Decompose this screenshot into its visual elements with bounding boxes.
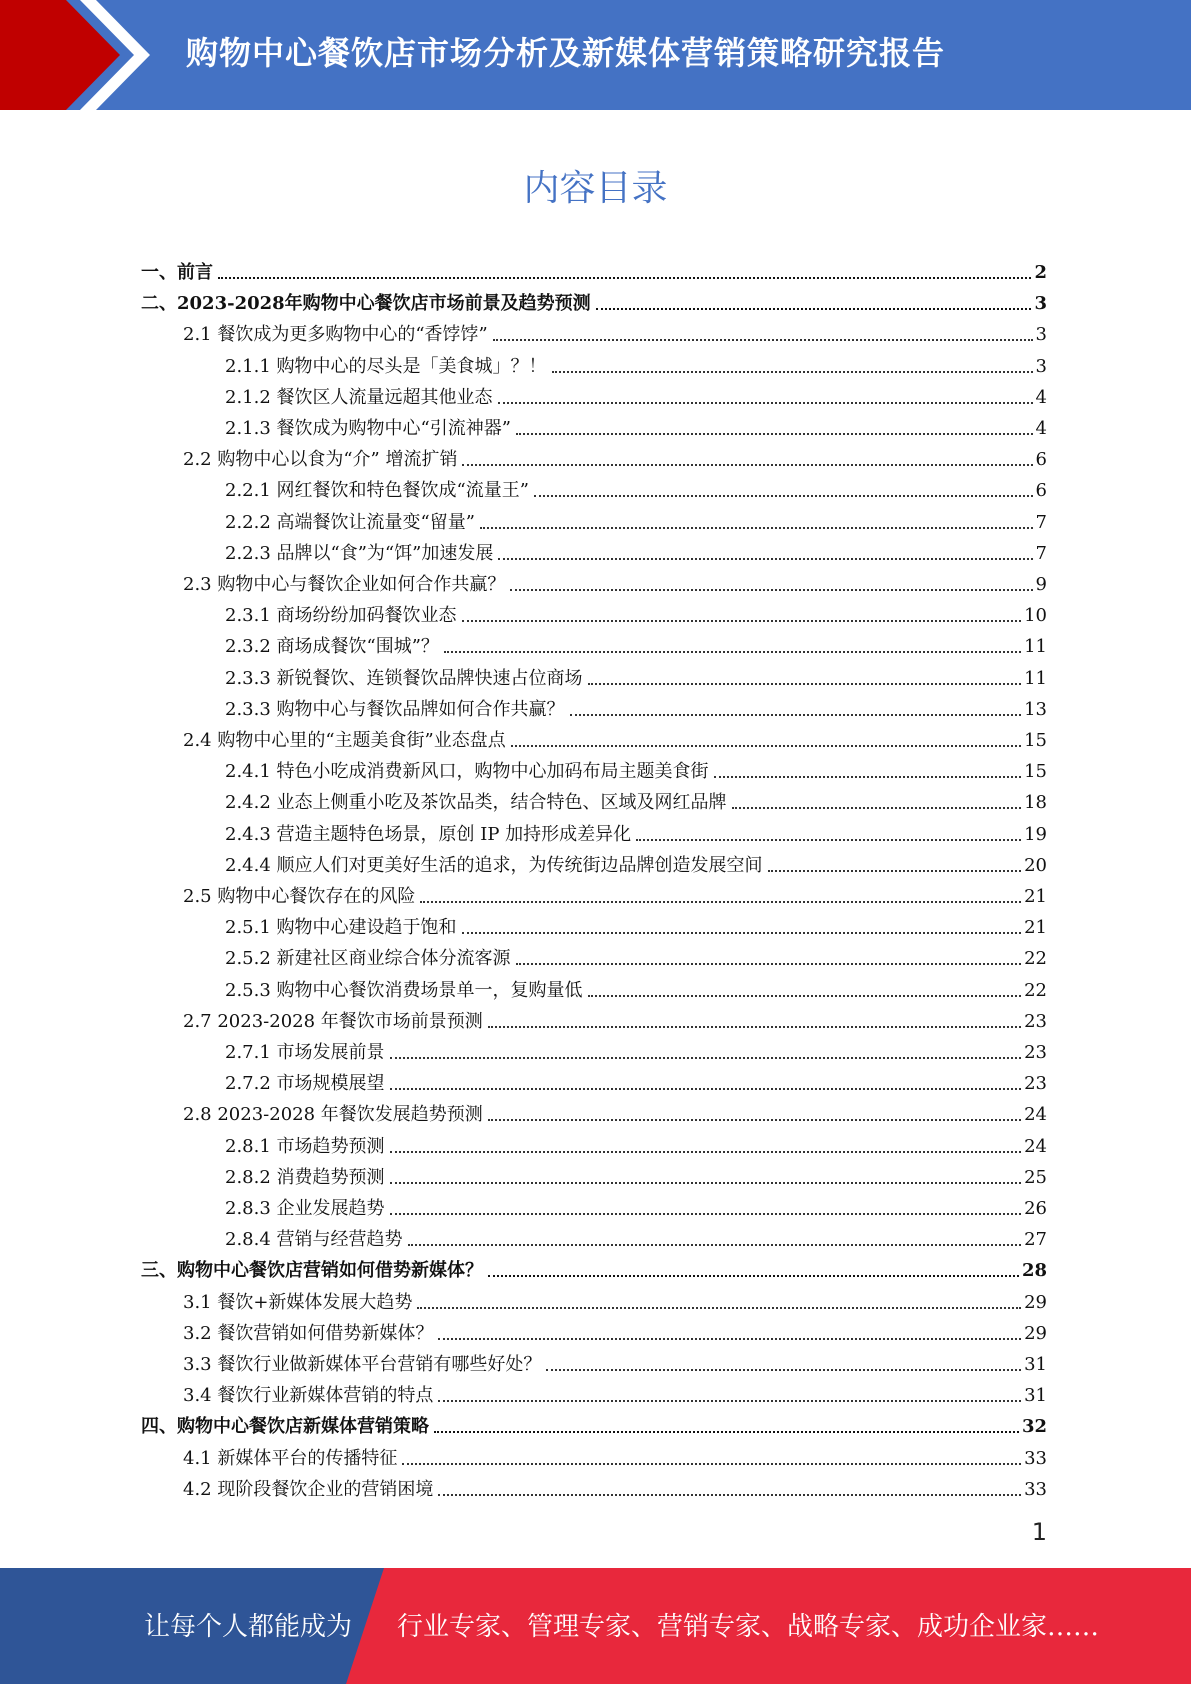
toc-leader-dots [534, 495, 1033, 497]
toc-leader-dots [488, 1026, 1021, 1028]
toc-entry[interactable] [141, 254, 1047, 285]
toc-entry-page: 21 [1024, 917, 1047, 939]
toc-entry-page: 3 [1034, 293, 1047, 315]
toc-entry-page: 6 [1035, 449, 1047, 471]
toc-entry[interactable] [225, 816, 1047, 847]
toc-leader-dots [390, 1057, 1022, 1059]
toc-entry-label: 三、购物中心餐饮店营销如何借势新媒体？ [141, 1260, 483, 1282]
toc-leader-dots [511, 745, 1021, 747]
toc-leader-dots [516, 963, 1022, 965]
toc-entry-label: 2.3.1 商场纷纷加码餐饮业态 [225, 605, 457, 627]
toc-entry-label: 2.8 2023-2028 年餐饮发展趋势预测 [183, 1104, 483, 1126]
toc-entry-label: 2.1 餐饮成为更多购物中心的“香饽饽” [183, 324, 488, 346]
toc-entry[interactable] [225, 348, 1047, 379]
header-banner [0, 0, 1191, 110]
toc-entry-page: 22 [1024, 979, 1047, 1001]
toc-leader-dots [498, 558, 1032, 560]
toc-entry-page: 29 [1024, 1291, 1047, 1313]
footer-slogan-left: 让每个人都能成为 [144, 1612, 353, 1642]
toc-entry[interactable] [183, 1315, 1047, 1346]
toc-leader-dots [438, 1338, 1021, 1340]
toc-entry-page: 33 [1024, 1478, 1047, 1500]
toc-entry-label: 3.1 餐饮+新媒体发展大趋势 [183, 1291, 413, 1313]
toc-entry-label: 3.2 餐饮营销如何借势新媒体？ [183, 1322, 434, 1344]
toc-entry-page: 23 [1024, 1042, 1047, 1063]
toc-leader-dots [480, 527, 1033, 529]
toc-leader-dots [218, 277, 1031, 279]
toc-leader-dots [488, 1119, 1021, 1121]
toc-entry-page: 24 [1024, 1104, 1047, 1126]
toc-entry-label: 2.4.2 业态上侧重小吃及茶饮品类，结合特色、区域及网红品牌 [225, 792, 727, 814]
toc-leader-dots [498, 402, 1033, 404]
toc-entry[interactable] [225, 1190, 1047, 1221]
toc-leader-dots [462, 932, 1022, 934]
toc-entry-page: 4 [1035, 418, 1047, 439]
toc-entry[interactable] [225, 753, 1047, 784]
toc-leader-dots [546, 1369, 1021, 1371]
toc-entry-label: 2.5 购物中心餐饮存在的风险 [183, 886, 416, 907]
toc-leader-dots [390, 1151, 1022, 1153]
toc-entry-label: 2.3 购物中心与餐饮企业如何合作共赢？ [183, 574, 506, 595]
toc-entry-label: 2.8.2 消费趋势预测 [225, 1166, 385, 1188]
toc-entry[interactable] [225, 597, 1047, 628]
toc-entry-page: 22 [1024, 948, 1047, 970]
toc-entry[interactable] [183, 316, 1047, 347]
toc-entry-page: 31 [1024, 1354, 1047, 1375]
toc-entry-page: 31 [1024, 1385, 1047, 1407]
toc-entry-label: 2.3.3 购物中心与餐饮品牌如何合作共赢？ [225, 698, 565, 720]
toc-entry-label: 3.3 餐饮行业做新媒体平台营销有哪些好处？ [183, 1354, 542, 1375]
toc-entry-label: 2.2 购物中心以食为“介” 增流扩销 [183, 449, 458, 471]
toc-leader-dots [570, 714, 1022, 716]
toc-entry-label: 2.3.2 商场成餐饮“围城”？ [225, 636, 439, 658]
toc-entry[interactable] [225, 1034, 1047, 1065]
toc-entry-page: 28 [1021, 1260, 1047, 1282]
toc-leader-dots [438, 1494, 1021, 1496]
toc-entry-label: 4.2 现阶段餐饮企业的营销困境 [183, 1478, 434, 1500]
toc-leader-dots [420, 901, 1021, 903]
toc-entry[interactable] [183, 1471, 1047, 1502]
toc-entry[interactable] [183, 1440, 1047, 1471]
toc-entry[interactable] [183, 1346, 1047, 1377]
toc-entry[interactable] [225, 660, 1047, 691]
toc-entry-page: 26 [1024, 1198, 1047, 1219]
toc-entry-label: 2.8.3 企业发展趋势 [225, 1198, 385, 1219]
toc-entry[interactable] [225, 628, 1047, 659]
toc-entry-page: 33 [1024, 1447, 1047, 1469]
toc-entry-page: 11 [1024, 667, 1047, 689]
toc-leader-dots [462, 620, 1022, 622]
toc-entry-label: 2.4.3 营造主题特色场景，原创 IP 加持形成差异化 [225, 823, 632, 845]
toc-entry-page: 23 [1024, 1073, 1047, 1095]
toc-entry-label: 2.1.3 餐饮成为购物中心“引流神器” [225, 418, 511, 439]
toc-entry-label: 2.7.2 市场规模展望 [225, 1073, 385, 1095]
toc-entry[interactable] [183, 878, 1047, 909]
toc-entry[interactable] [225, 379, 1047, 410]
toc-entry-label: 二、2023-2028年购物中心餐饮店市场前景及趋势预测 [141, 293, 591, 315]
toc-entry-label: 2.5.2 新建社区商业综合体分流客源 [225, 948, 511, 970]
toc-leader-dots [493, 339, 1033, 341]
toc-entry[interactable] [225, 1221, 1047, 1252]
toc-entry-page: 2 [1034, 262, 1047, 283]
toc-leader-dots [462, 464, 1032, 466]
toc-entry-page: 15 [1024, 730, 1047, 751]
toc-entry-page: 19 [1024, 823, 1047, 845]
toc-leader-dots [588, 683, 1022, 685]
toc-entry-page: 13 [1024, 698, 1047, 720]
toc-entry-page: 27 [1024, 1229, 1047, 1251]
toc-entry[interactable] [183, 441, 1047, 472]
toc-entry-label: 2.8.4 营销与经营趋势 [225, 1229, 403, 1251]
toc-entry[interactable] [225, 1065, 1047, 1096]
toc-entry-label: 2.2.1 网红餐饮和特色餐饮成“流量王” [225, 480, 529, 502]
toc-leader-dots [444, 651, 1021, 653]
toc-leader-dots [588, 995, 1022, 997]
toc-entry-page: 24 [1024, 1135, 1047, 1157]
toc-entry[interactable] [225, 691, 1047, 722]
toc-leader-dots [390, 1088, 1022, 1090]
toc-entry[interactable] [183, 566, 1047, 597]
toc-leader-dots [438, 1400, 1021, 1402]
toc-entry-label: 4.1 新媒体平台的传播特征 [183, 1447, 398, 1469]
toc-entry-label: 2.1.1 购物中心的尽头是「美食城」？！ [225, 355, 547, 377]
toc-entry[interactable] [225, 472, 1047, 503]
toc-entry[interactable] [141, 1252, 1047, 1283]
toc-entry-page: 10 [1024, 605, 1047, 627]
toc-entry-page: 18 [1024, 792, 1047, 814]
toc-entry-page: 6 [1035, 480, 1047, 502]
toc-entry[interactable] [225, 410, 1047, 441]
toc-entry-label: 2.2.2 高端餐饮让流量变“留量” [225, 511, 475, 533]
toc-entry-label: 2.8.1 市场趋势预测 [225, 1135, 385, 1157]
toc-leader-dots [417, 1307, 1021, 1309]
toc-leader-dots [408, 1244, 1022, 1246]
toc-entry-label: 2.5.1 购物中心建设趋于饱和 [225, 917, 457, 939]
toc-entry-page: 25 [1024, 1166, 1047, 1188]
toc-entry-page: 21 [1024, 886, 1047, 907]
toc-entry-page: 4 [1035, 386, 1047, 408]
toc-entry[interactable] [225, 909, 1047, 940]
toc-entry-page: 11 [1024, 636, 1047, 658]
report-title: 购物中心餐饮店市场分析及新媒体营销策略研究报告 [186, 34, 946, 72]
toc-entry-page: 7 [1035, 542, 1047, 564]
toc-entry-label: 2.1.2 餐饮区人流量远超其他业态 [225, 386, 493, 408]
toc-entry[interactable] [183, 1377, 1047, 1408]
toc-entry[interactable] [225, 1159, 1047, 1190]
toc-leader-dots [390, 1213, 1022, 1215]
toc-leader-dots [596, 308, 1032, 310]
toc-leader-dots [402, 1463, 1021, 1465]
toc-leader-dots [434, 1431, 1019, 1433]
toc-entry[interactable] [225, 1128, 1047, 1159]
toc-leader-dots [636, 839, 1021, 841]
toc-entry[interactable] [225, 940, 1047, 971]
toc-entry[interactable] [183, 1284, 1047, 1315]
toc-title: 内容目录 [523, 168, 668, 209]
toc-entry-label: 2.3.3 新锐餐饮、连锁餐饮品牌快速占位商场 [225, 667, 583, 689]
toc-entry[interactable] [225, 972, 1047, 1003]
page-number: 1 [1031, 1518, 1047, 1546]
toc-entry-page: 9 [1035, 574, 1047, 595]
toc-leader-dots [732, 807, 1022, 809]
toc-entry-page: 23 [1024, 1010, 1047, 1032]
toc-leader-dots [552, 371, 1033, 373]
toc-entry-page: 3 [1035, 355, 1047, 377]
toc-entry-label: 四、购物中心餐饮店新媒体营销策略 [141, 1416, 429, 1438]
toc-entry-label: 2.7.1 市场发展前景 [225, 1042, 385, 1063]
toc-entry-page: 32 [1021, 1416, 1047, 1438]
toc-entry[interactable] [225, 504, 1047, 535]
toc-leader-dots [714, 776, 1022, 778]
toc-entry-label: 一、前言 [141, 262, 213, 283]
toc-entry[interactable] [183, 722, 1047, 753]
toc-entry[interactable] [141, 1408, 1047, 1439]
toc-entry-label: 3.4 餐饮行业新媒体营销的特点 [183, 1385, 434, 1407]
toc-entry-label: 2.5.3 购物中心餐饮消费场景单一，复购量低 [225, 979, 583, 1001]
footer-banner [0, 1568, 1191, 1684]
footer-slogan-right: 行业专家、管理专家、营销专家、战略专家、成功企业家…… [397, 1612, 1100, 1642]
toc-leader-dots [516, 433, 1033, 435]
toc-leader-dots [488, 1275, 1019, 1277]
toc-entry[interactable] [183, 1096, 1047, 1127]
toc-entry-label: 2.4 购物中心里的“主题美食街”业态盘点 [183, 730, 506, 751]
toc-entry-label: 2.4.1 特色小吃成消费新风口，购物中心加码布局主题美食街 [225, 761, 709, 783]
toc-entry-label: 2.4.4 顺应人们对更美好生活的追求，为传统街边品牌创造发展空间 [225, 854, 763, 876]
toc-entry-label: 2.2.3 品牌以“食”为“饵”加速发展 [225, 542, 494, 564]
toc-leader-dots [768, 870, 1022, 872]
toc-entry[interactable] [141, 285, 1047, 316]
toc-entry-page: 7 [1035, 511, 1047, 533]
toc-entry-page: 20 [1024, 854, 1047, 876]
toc-entry[interactable] [225, 535, 1047, 566]
toc-entry[interactable] [183, 1003, 1047, 1034]
toc-entry[interactable] [225, 847, 1047, 878]
toc-entry-label: 2.7 2023-2028 年餐饮市场前景预测 [183, 1010, 483, 1032]
toc-entry[interactable] [225, 784, 1047, 815]
toc-entry-page: 3 [1035, 324, 1047, 346]
toc-entry-page: 29 [1024, 1322, 1047, 1344]
toc-entry-page: 15 [1024, 761, 1047, 783]
toc-leader-dots [390, 1182, 1022, 1184]
toc-leader-dots [510, 589, 1032, 591]
header-chevron-icon [0, 0, 160, 110]
